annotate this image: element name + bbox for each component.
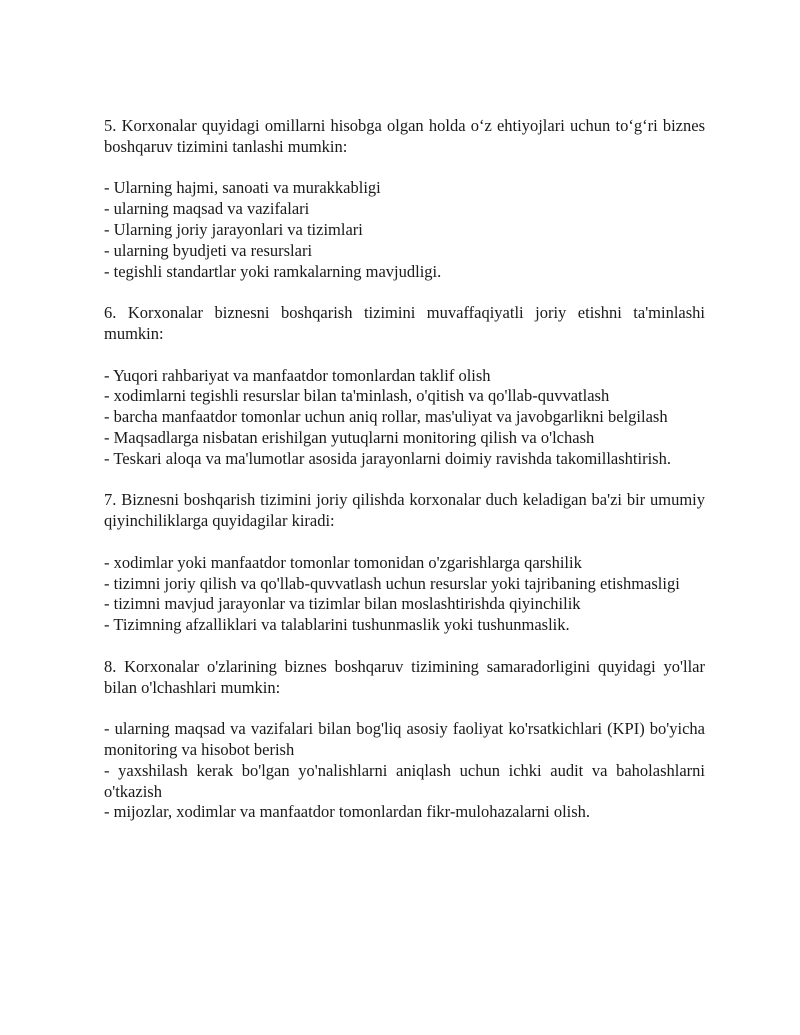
section-6 [104,303,705,469]
section-heading: 6. Korxonalar biznesni boshqarish tizimini muvaffaqiyatli joriy etishni ta'minlashi mumkin: [104,303,705,343]
document-body [104,116,705,844]
list-item: - xodimlar yoki manfaatdor tomonlar tomonidan o'zgarishlarga qarshilik [104,552,582,572]
section-8 [104,657,705,823]
list-item: - barcha manfaatdor tomonlar uchun aniq rollar, mas'uliyat va javobgarlikni belgilash [104,407,668,427]
section-5 [104,116,705,282]
bullet-list [104,719,705,823]
list-item: - Teskari aloqa va ma'lumotlar asosida jarayonlarni doimiy ravishda takomillashtirish. [104,448,671,468]
bullet-list [104,553,705,636]
list-item: - Tizimning afzalliklari va talablarini tushunmaslik yoki tushunmaslik. [104,615,570,635]
section-7 [104,490,705,636]
list-item: - tizimni joriy qilish va qo'llab-quvvatlash uchun resurslar yoki tajribaning etishmasligi [104,573,680,593]
list-item: - ularning maqsad va vazifalari bilan bog'liq asosiy faoliyat ko'rsatkichlari (KPI) bo'yicha monitoring va hisobot berish [104,719,705,759]
section-heading: 8. Korxonalar o'zlarining biznes boshqaruv tizimining samaradorligini quyidagi yo'llar bilan o'lchashlari mumkin: [104,656,705,697]
list-item: - ularning byudjeti va resurslari [104,240,313,260]
list-item: - Ularning joriy jarayonlari va tizimlari [104,219,363,239]
list-item: - Ularning hajmi, sanoati va murakkabligi [104,178,381,198]
bullet-list [104,366,705,470]
list-item: - yaxshilash kerak bo'lgan yo'nalishlarni aniqlash uchun ichki audit va baholashlarni o'tkazish [104,760,705,801]
section-heading: 5. Korxonalar quyidagi omillarni hisobga olgan holda oʻz ehtiyojlari uchun toʻgʻri biznes boshqaruv tizimini tanlashi mumkin: [104,116,705,156]
list-item: - Maqsadlarga nisbatan erishilgan yutuqlarni monitoring qilish va o'lchash [104,427,595,447]
list-item: - mijozlar, xodimlar va manfaatdor tomonlardan fikr-mulohazalarni olish. [104,802,591,822]
list-item: - tizimni mavjud jarayonlar va tizimlar bilan moslashtirishda qiyinchilik [104,594,581,614]
list-item: - ularning maqsad va vazifalari [104,199,310,219]
list-item: - Yuqori rahbariyat va manfaatdor tomonlardan taklif olish [104,365,491,385]
bullet-list [104,178,705,282]
list-item: - tegishli standartlar yoki ramkalarning mavjudligi. [104,261,442,281]
list-item: - xodimlarni tegishli resurslar bilan ta'minlash, o'qitish va qo'llab-quvvatlash [104,386,610,406]
section-heading: 7. Biznesni boshqarish tizimini joriy qilishda korxonalar duch keladigan ba'zi bir umumiy qiyinchiliklarga quyidagilar kiradi: [104,490,705,531]
